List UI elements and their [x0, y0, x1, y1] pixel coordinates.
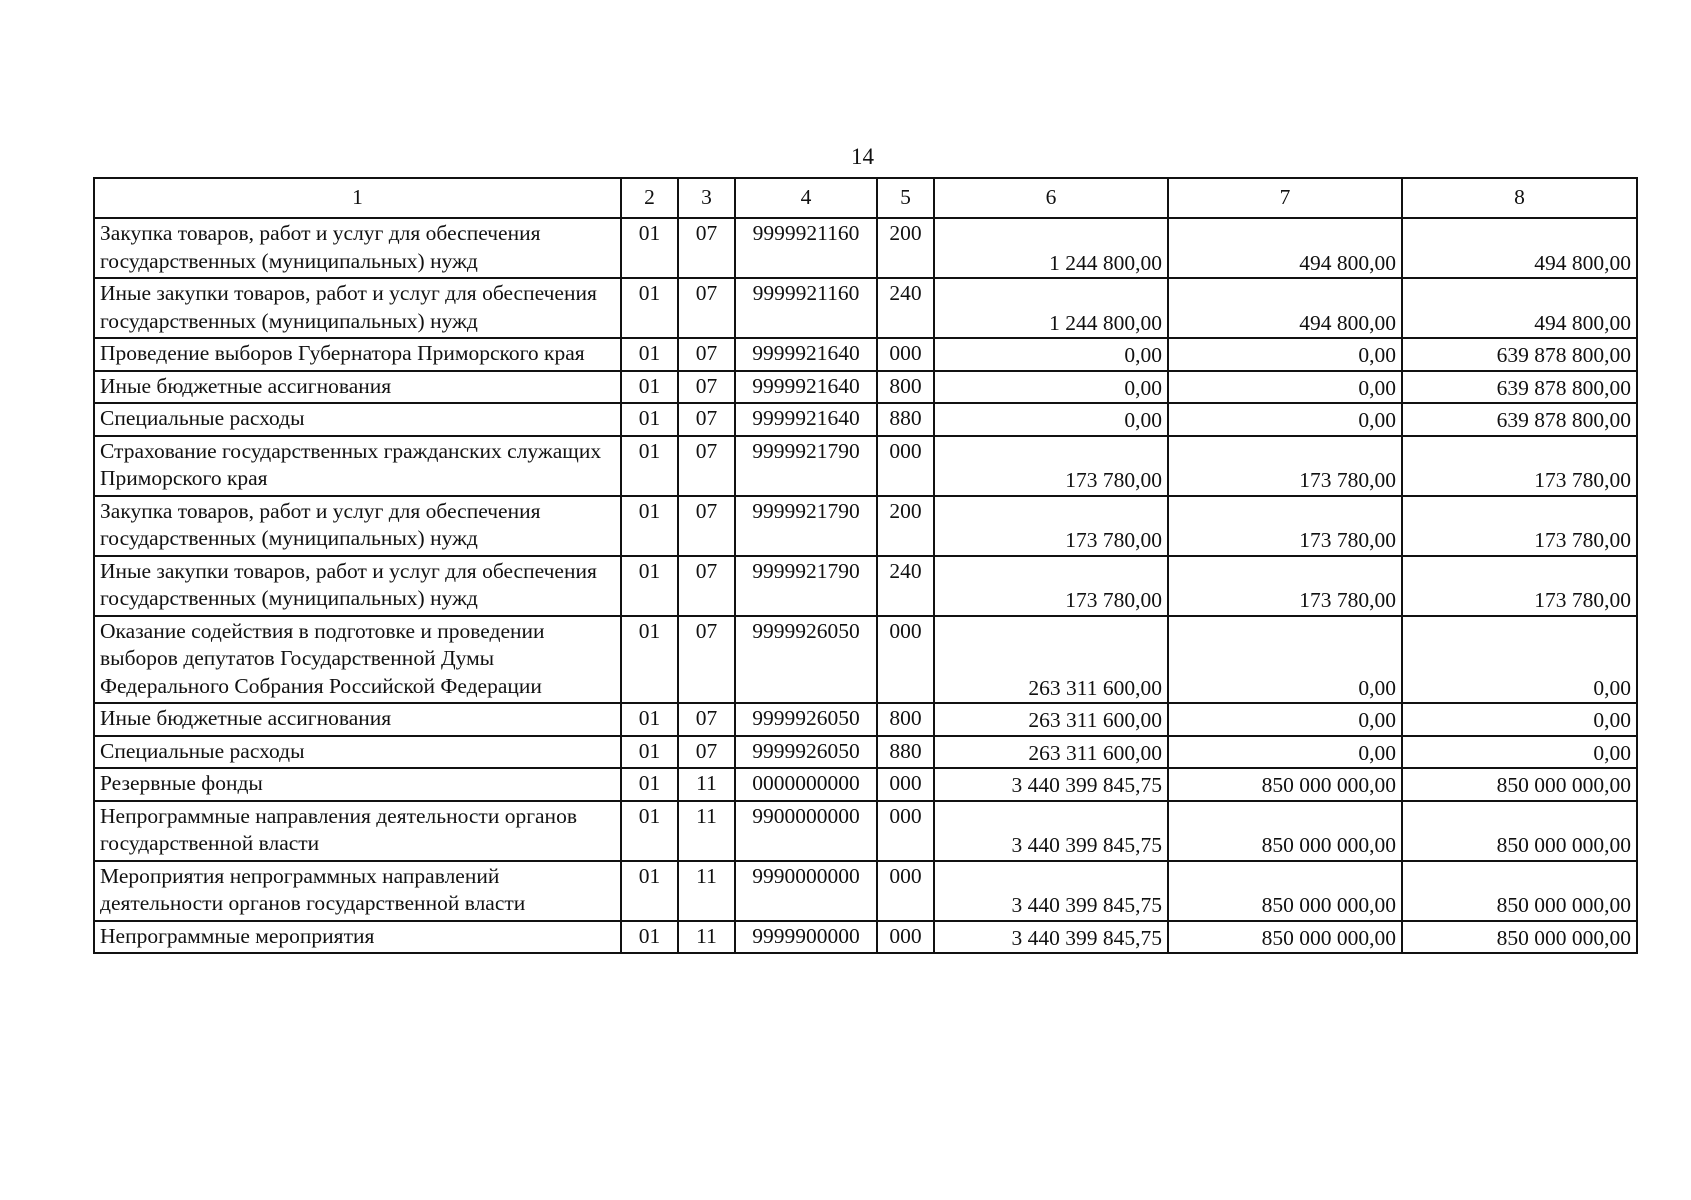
item-name-cell: Оказание содействия в подготовке и проведении выборов депутатов Государственной Думы Федерального Собрания Российской Федерации: [94, 616, 621, 704]
item-name-cell: Закупка товаров, работ и услуг для обеспечения государственных (муниципальных) нужд: [94, 496, 621, 556]
table-row: [94, 861, 1637, 921]
table-row: [94, 278, 1637, 338]
expense-type-cell: 800: [877, 371, 934, 404]
column-header: 2: [621, 178, 678, 218]
item-name-cell: Мероприятия непрограммных направлений деятельности органов государственной власти: [94, 861, 621, 921]
section-code-cell: 01: [621, 801, 678, 861]
expense-type-cell: 240: [877, 278, 934, 338]
column-header: 3: [678, 178, 735, 218]
section-code-cell: 01: [621, 371, 678, 404]
amount-col8-cell: 850 000 000,00: [1402, 801, 1637, 861]
table-row: [94, 436, 1637, 496]
subsection-code-cell: 07: [678, 556, 735, 616]
table-row: [94, 616, 1637, 704]
amount-col7-cell: 173 780,00: [1168, 436, 1402, 496]
section-code-cell: 01: [621, 556, 678, 616]
subsection-code-cell: 07: [678, 616, 735, 704]
expense-type-cell: 800: [877, 703, 934, 736]
expense-type-cell: 000: [877, 768, 934, 801]
amount-col8-cell: 639 878 800,00: [1402, 338, 1637, 371]
table-row: [94, 371, 1637, 404]
table-row: [94, 556, 1637, 616]
amount-col7-cell: 0,00: [1168, 703, 1402, 736]
section-code-cell: 01: [621, 861, 678, 921]
column-header: 6: [934, 178, 1168, 218]
subsection-code-cell: 07: [678, 436, 735, 496]
subsection-code-cell: 11: [678, 801, 735, 861]
expense-type-cell: 880: [877, 736, 934, 769]
amount-col7-cell: 850 000 000,00: [1168, 768, 1402, 801]
section-code-cell: 01: [621, 616, 678, 704]
amount-col7-cell: 850 000 000,00: [1168, 921, 1402, 954]
amount-col7-cell: 494 800,00: [1168, 218, 1402, 278]
amount-col8-cell: 639 878 800,00: [1402, 371, 1637, 404]
amount-col8-cell: 173 780,00: [1402, 496, 1637, 556]
subsection-code-cell: 07: [678, 278, 735, 338]
expense-type-cell: 200: [877, 496, 934, 556]
expense-type-cell: 000: [877, 861, 934, 921]
table-body: [94, 218, 1637, 953]
section-code-cell: 01: [621, 218, 678, 278]
amount-col7-cell: 173 780,00: [1168, 556, 1402, 616]
item-name-cell: Непрограммные мероприятия: [94, 921, 621, 954]
amount-col7-cell: 850 000 000,00: [1168, 801, 1402, 861]
item-name-cell: Иные закупки товаров, работ и услуг для обеспечения государственных (муниципальных) нужд: [94, 556, 621, 616]
table-row: [94, 703, 1637, 736]
target-code-cell: 9999921790: [735, 496, 877, 556]
amount-col8-cell: 0,00: [1402, 616, 1637, 704]
amount-col7-cell: 0,00: [1168, 338, 1402, 371]
table-row: [94, 338, 1637, 371]
target-code-cell: 9999921640: [735, 338, 877, 371]
subsection-code-cell: 07: [678, 371, 735, 404]
item-name-cell: Специальные расходы: [94, 403, 621, 436]
item-name-cell: Специальные расходы: [94, 736, 621, 769]
table-row: [94, 801, 1637, 861]
amount-col6-cell: 0,00: [934, 371, 1168, 404]
amount-col6-cell: 263 311 600,00: [934, 616, 1168, 704]
item-name-cell: Иные бюджетные ассигнования: [94, 371, 621, 404]
target-code-cell: 9999921160: [735, 218, 877, 278]
expense-type-cell: 880: [877, 403, 934, 436]
section-code-cell: 01: [621, 768, 678, 801]
target-code-cell: 9999926050: [735, 736, 877, 769]
amount-col6-cell: 3 440 399 845,75: [934, 801, 1168, 861]
amount-col6-cell: 173 780,00: [934, 496, 1168, 556]
amount-col7-cell: 850 000 000,00: [1168, 861, 1402, 921]
section-code-cell: 01: [621, 436, 678, 496]
amount-col6-cell: 1 244 800,00: [934, 278, 1168, 338]
column-header: 5: [877, 178, 934, 218]
amount-col7-cell: 0,00: [1168, 403, 1402, 436]
column-header: 7: [1168, 178, 1402, 218]
table-row: [94, 403, 1637, 436]
amount-col7-cell: 0,00: [1168, 736, 1402, 769]
amount-col6-cell: 263 311 600,00: [934, 703, 1168, 736]
amount-col8-cell: 173 780,00: [1402, 556, 1637, 616]
amount-col8-cell: 850 000 000,00: [1402, 861, 1637, 921]
target-code-cell: 9999921160: [735, 278, 877, 338]
item-name-cell: Резервные фонды: [94, 768, 621, 801]
amount-col6-cell: 173 780,00: [934, 556, 1168, 616]
column-header: 4: [735, 178, 877, 218]
table-row: [94, 496, 1637, 556]
subsection-code-cell: 07: [678, 218, 735, 278]
amount-col8-cell: 639 878 800,00: [1402, 403, 1637, 436]
target-code-cell: 9999926050: [735, 616, 877, 704]
item-name-cell: Страхование государственных гражданских служащих Приморского края: [94, 436, 621, 496]
target-code-cell: 9999926050: [735, 703, 877, 736]
amount-col8-cell: 850 000 000,00: [1402, 921, 1637, 954]
section-code-cell: 01: [621, 278, 678, 338]
section-code-cell: 01: [621, 338, 678, 371]
section-code-cell: 01: [621, 736, 678, 769]
amount-col7-cell: 494 800,00: [1168, 278, 1402, 338]
amount-col6-cell: 0,00: [934, 338, 1168, 371]
amount-col7-cell: 173 780,00: [1168, 496, 1402, 556]
table-row: [94, 768, 1637, 801]
budget-table: [93, 177, 1638, 954]
table-row: [94, 736, 1637, 769]
target-code-cell: 9999921640: [735, 371, 877, 404]
amount-col8-cell: 173 780,00: [1402, 436, 1637, 496]
subsection-code-cell: 07: [678, 338, 735, 371]
section-code-cell: 01: [621, 703, 678, 736]
section-code-cell: 01: [621, 921, 678, 954]
table-header-row: [94, 178, 1637, 218]
column-header: 8: [1402, 178, 1637, 218]
section-code-cell: 01: [621, 403, 678, 436]
amount-col8-cell: 0,00: [1402, 703, 1637, 736]
expense-type-cell: 000: [877, 616, 934, 704]
item-name-cell: Иные закупки товаров, работ и услуг для обеспечения государственных (муниципальных) нужд: [94, 278, 621, 338]
amount-col8-cell: 850 000 000,00: [1402, 768, 1637, 801]
subsection-code-cell: 11: [678, 921, 735, 954]
expense-type-cell: 000: [877, 338, 934, 371]
expense-type-cell: 000: [877, 921, 934, 954]
amount-col6-cell: 1 244 800,00: [934, 218, 1168, 278]
item-name-cell: Закупка товаров, работ и услуг для обеспечения государственных (муниципальных) нужд: [94, 218, 621, 278]
amount-col6-cell: 263 311 600,00: [934, 736, 1168, 769]
amount-col8-cell: 0,00: [1402, 736, 1637, 769]
target-code-cell: 9999921640: [735, 403, 877, 436]
expense-type-cell: 000: [877, 801, 934, 861]
column-header: 1: [94, 178, 621, 218]
page-number: 14: [851, 144, 874, 169]
expense-type-cell: 000: [877, 436, 934, 496]
amount-col8-cell: 494 800,00: [1402, 218, 1637, 278]
amount-col7-cell: 0,00: [1168, 371, 1402, 404]
amount-col7-cell: 0,00: [1168, 616, 1402, 704]
target-code-cell: 9999921790: [735, 556, 877, 616]
amount-col6-cell: 3 440 399 845,75: [934, 921, 1168, 954]
target-code-cell: 9999900000: [735, 921, 877, 954]
subsection-code-cell: 07: [678, 496, 735, 556]
subsection-code-cell: 07: [678, 703, 735, 736]
expense-type-cell: 240: [877, 556, 934, 616]
section-code-cell: 01: [621, 496, 678, 556]
amount-col6-cell: 0,00: [934, 403, 1168, 436]
table-row: [94, 218, 1637, 278]
subsection-code-cell: 11: [678, 768, 735, 801]
item-name-cell: Проведение выборов Губернатора Приморского края: [94, 338, 621, 371]
amount-col6-cell: 173 780,00: [934, 436, 1168, 496]
subsection-code-cell: 07: [678, 736, 735, 769]
item-name-cell: Непрограммные направления деятельности органов государственной власти: [94, 801, 621, 861]
subsection-code-cell: 11: [678, 861, 735, 921]
amount-col8-cell: 494 800,00: [1402, 278, 1637, 338]
amount-col6-cell: 3 440 399 845,75: [934, 768, 1168, 801]
target-code-cell: 9999921790: [735, 436, 877, 496]
target-code-cell: 9900000000: [735, 801, 877, 861]
target-code-cell: 0000000000: [735, 768, 877, 801]
subsection-code-cell: 07: [678, 403, 735, 436]
amount-col6-cell: 3 440 399 845,75: [934, 861, 1168, 921]
target-code-cell: 9990000000: [735, 861, 877, 921]
table-row: [94, 921, 1637, 954]
item-name-cell: Иные бюджетные ассигнования: [94, 703, 621, 736]
expense-type-cell: 200: [877, 218, 934, 278]
